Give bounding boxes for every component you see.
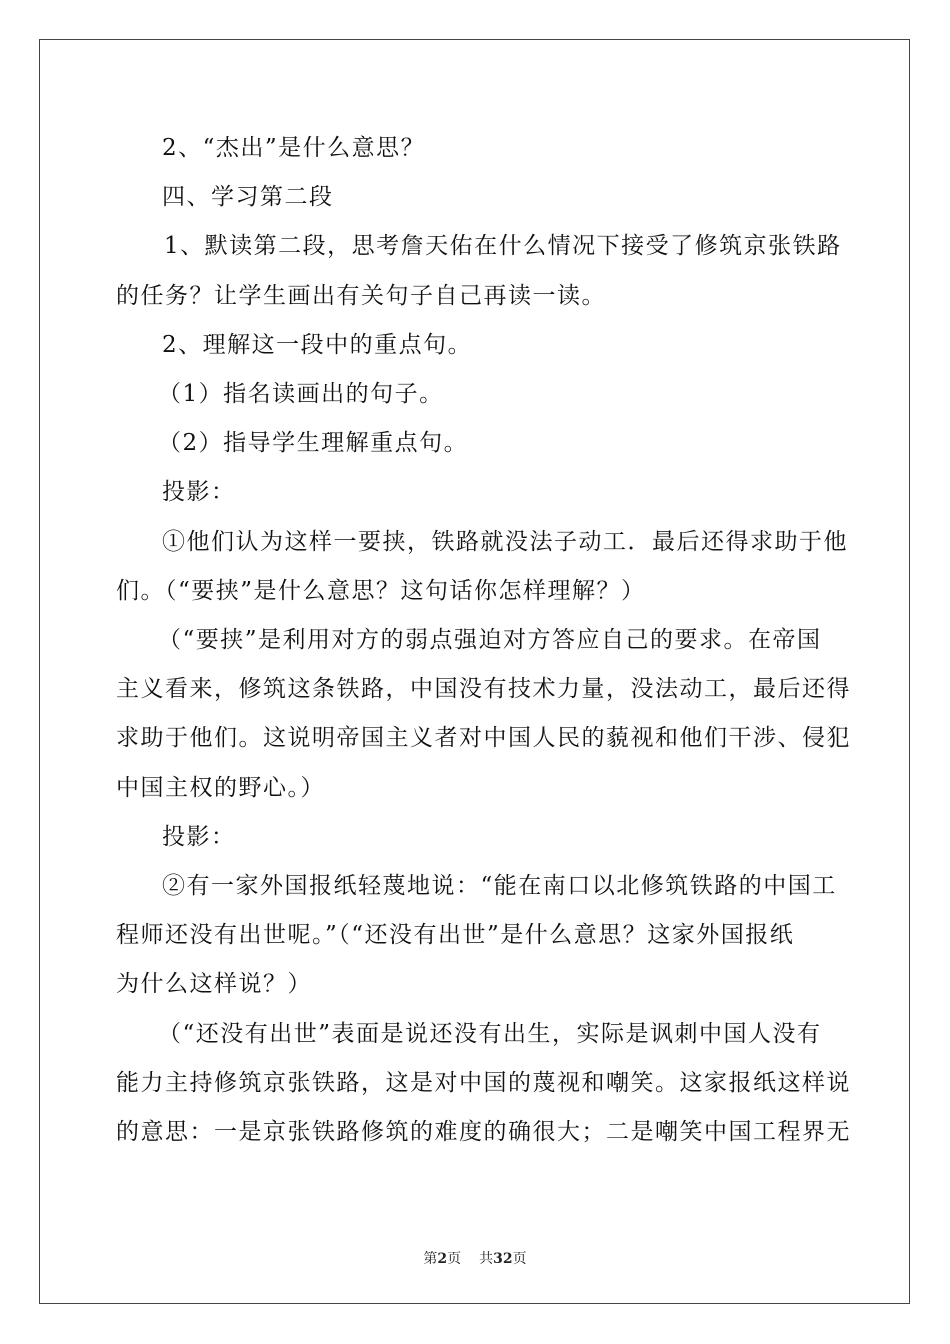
text-line: （2）指导学生理解重点句。 (158, 430, 469, 457)
footer-page-number: 2 (437, 1251, 448, 1267)
footer-total-prefix: 共 (479, 1251, 494, 1267)
section-heading: 四、学习第二段 (162, 184, 334, 211)
text-line: 求助于他们。这说明帝国主义者对中国人民的藐视和他们干涉、侵犯 (116, 725, 851, 752)
text-line: （“还没有出世”表面是说还没有出生，实际是讽刺中国人没有 (158, 1020, 822, 1047)
text-line: 投影： (162, 823, 236, 850)
footer-page-prefix: 第 (423, 1251, 438, 1267)
text-line: 能力主持修筑京张铁路，这是对中国的蔑视和嘲笑。这家报纸这样说 (116, 1069, 851, 1096)
text-line: 的意思：一是京张铁路修筑的难度的确很大；二是嘲笑中国工程界无 (116, 1119, 851, 1146)
text-line: 2、“杰出”是什么意思？ (162, 135, 426, 161)
footer-total-suffix: 页 (512, 1251, 527, 1267)
text-line: （1）指名读画出的句子。 (158, 381, 444, 408)
text-line: 主义看来，修筑这条铁路，中国没有技术力量，没法动工，最后还得 (116, 676, 851, 703)
footer-page-suffix: 页 (447, 1251, 462, 1267)
text-line: 为什么这样说？） (116, 971, 312, 998)
footer-total-number: 32 (493, 1251, 513, 1267)
text-line: 1、默读第二段，思考詹天佑在什么情况下接受了修筑京张铁路 (164, 233, 842, 260)
text-line: 中国主权的野心。） (116, 774, 325, 801)
text-line: 投影： (162, 479, 236, 506)
page-footer (0, 1248, 950, 1268)
text-line: ①他们认为这样一要挟，铁路就没法子动工．最后还得求助于他 (162, 528, 848, 555)
text-line: 的任务？让学生画出有关句子自己再读一读。 (116, 282, 606, 309)
text-line: （“要挟”是利用对方的弱点强迫对方答应自己的要求。在帝国 (158, 627, 822, 654)
text-line: 程师还没有出世呢。”（“还没有出世”是什么意思？这家外国报纸 (116, 922, 795, 949)
text-line: ②有一家外国报纸轻蔑地说：“能在南口以北修筑铁路的中国工 (162, 873, 837, 900)
text-line: 2、理解这一段中的重点句。 (162, 331, 473, 358)
text-line: 们。（“要挟”是什么意思？这句话你怎样理解？） (116, 577, 646, 604)
document-body (116, 124, 851, 1157)
